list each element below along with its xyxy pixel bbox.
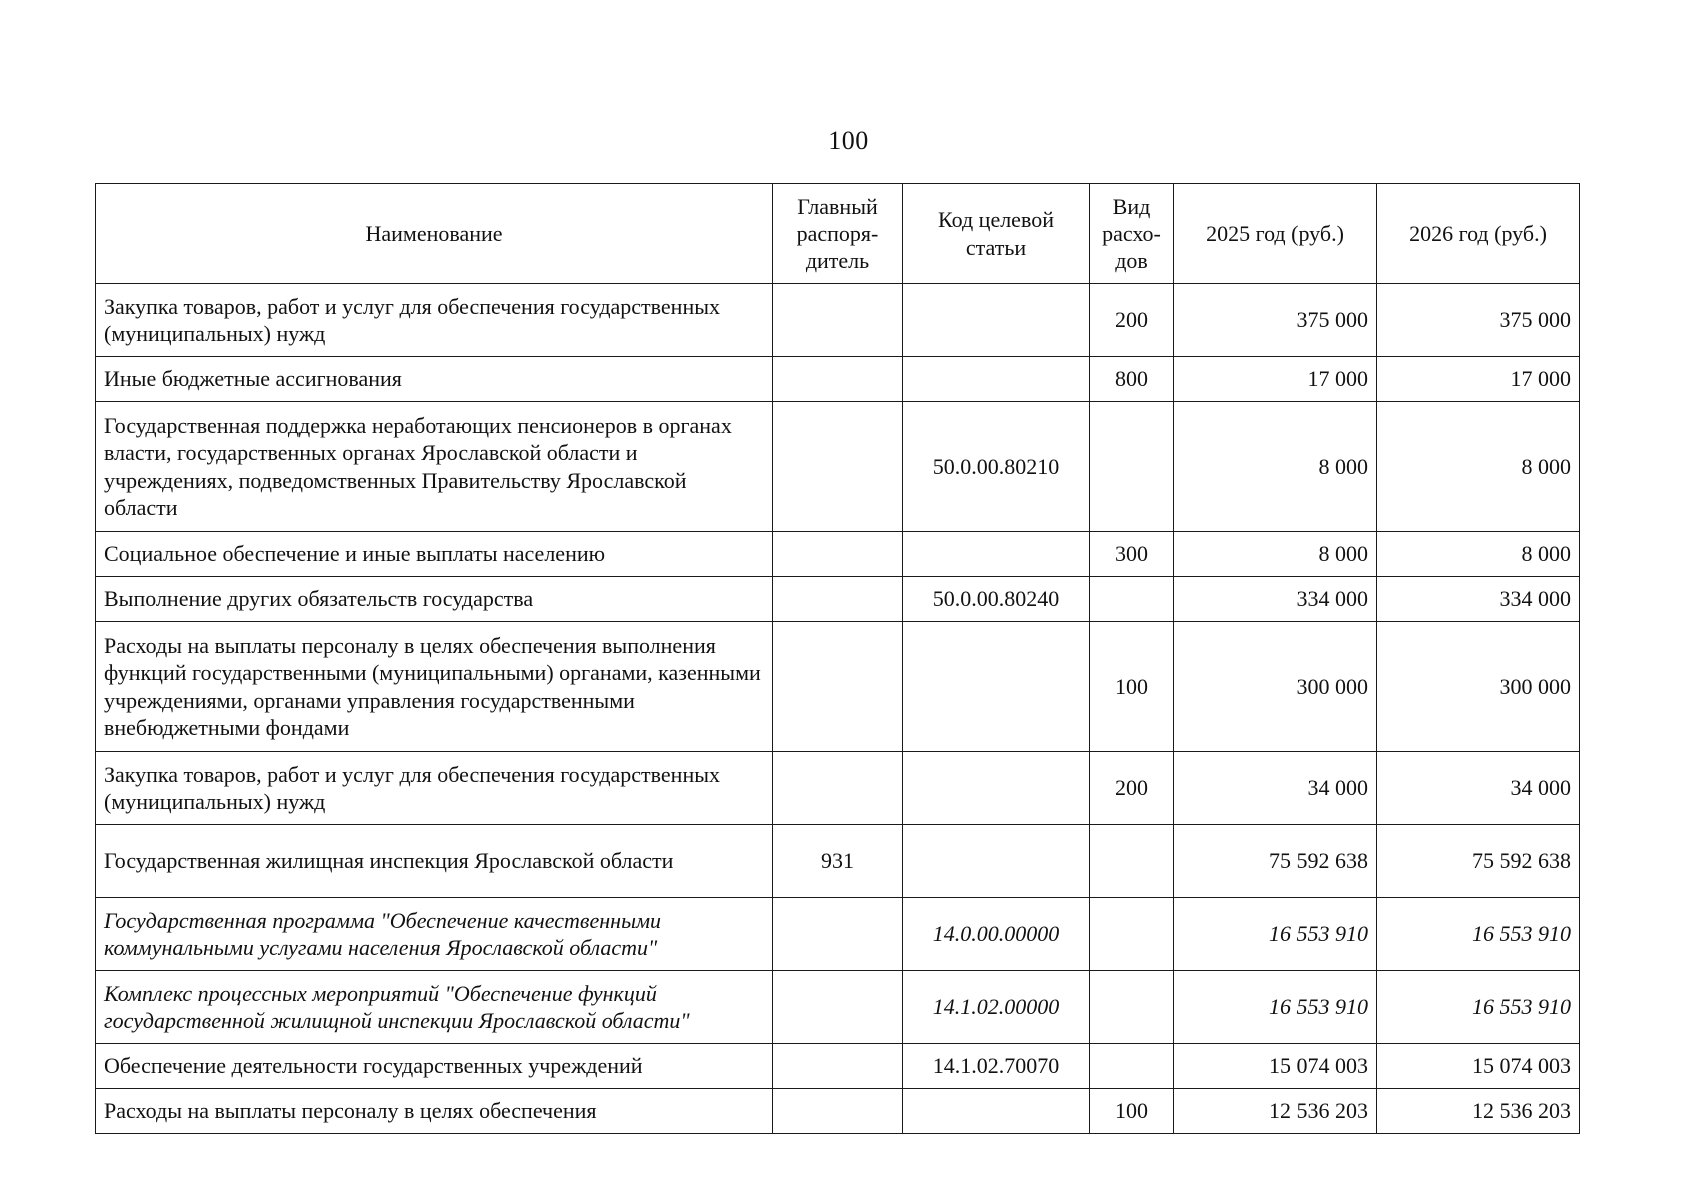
table-body (96, 284, 1580, 1134)
cell-name: Государственная программа "Обеспечение качественными коммунальными услугами населения Ярославской области" (96, 898, 773, 971)
header-row (96, 184, 1580, 284)
cell-year-2026: 12 536 203 (1377, 1089, 1580, 1134)
header-main-manager: Главный распоря-дитель (773, 184, 903, 284)
cell-main-manager (773, 357, 903, 402)
cell-name: Закупка товаров, работ и услуг для обеспечения государственных (муниципальных) нужд (96, 284, 773, 357)
cell-main-manager (773, 532, 903, 577)
cell-main-manager (773, 1089, 903, 1134)
cell-main-manager (773, 622, 903, 752)
cell-target-code (903, 357, 1090, 402)
cell-expense-kind: 800 (1090, 357, 1174, 402)
page-number: 100 (828, 126, 869, 155)
cell-year-2025: 17 000 (1174, 357, 1377, 402)
cell-name: Иные бюджетные ассигнования (96, 357, 773, 402)
cell-year-2025: 12 536 203 (1174, 1089, 1377, 1134)
table-row (96, 898, 1580, 971)
cell-target-code: 50.0.00.80240 (903, 577, 1090, 622)
cell-year-2026: 15 074 003 (1377, 1044, 1580, 1089)
cell-main-manager: 931 (773, 825, 903, 898)
cell-year-2025: 8 000 (1174, 402, 1377, 532)
cell-expense-kind: 300 (1090, 532, 1174, 577)
cell-year-2025: 334 000 (1174, 577, 1377, 622)
budget-table (95, 183, 1580, 1134)
table-row (96, 532, 1580, 577)
cell-expense-kind: 200 (1090, 752, 1174, 825)
cell-target-code (903, 825, 1090, 898)
cell-year-2026: 75 592 638 (1377, 825, 1580, 898)
header-year-2026: 2026 год (руб.) (1377, 184, 1580, 284)
cell-year-2026: 8 000 (1377, 402, 1580, 532)
cell-main-manager (773, 752, 903, 825)
cell-year-2025: 300 000 (1174, 622, 1377, 752)
cell-name: Социальное обеспечение и иные выплаты населению (96, 532, 773, 577)
cell-expense-kind (1090, 971, 1174, 1044)
cell-target-code: 14.0.00.00000 (903, 898, 1090, 971)
cell-expense-kind (1090, 898, 1174, 971)
table-row (96, 284, 1580, 357)
cell-year-2026: 375 000 (1377, 284, 1580, 357)
table-row (96, 1089, 1580, 1134)
cell-year-2026: 16 553 910 (1377, 971, 1580, 1044)
cell-expense-kind (1090, 825, 1174, 898)
cell-expense-kind (1090, 577, 1174, 622)
table-header (96, 184, 1580, 284)
cell-year-2026: 334 000 (1377, 577, 1580, 622)
cell-year-2025: 16 553 910 (1174, 898, 1377, 971)
cell-expense-kind (1090, 402, 1174, 532)
cell-target-code: 14.1.02.00000 (903, 971, 1090, 1044)
cell-name: Расходы на выплаты персоналу в целях обеспечения выполнения функций государственными (муниципальными) органами, казенными учреждениями, органами управления государственными внебюджетными фондами (96, 622, 773, 752)
table-row (96, 1044, 1580, 1089)
cell-main-manager (773, 898, 903, 971)
cell-target-code (903, 622, 1090, 752)
cell-year-2025: 16 553 910 (1174, 971, 1377, 1044)
cell-target-code (903, 752, 1090, 825)
table-row (96, 825, 1580, 898)
cell-year-2026: 34 000 (1377, 752, 1580, 825)
cell-year-2025: 75 592 638 (1174, 825, 1377, 898)
header-expense-kind: Вид расхо-дов (1090, 184, 1174, 284)
table-row (96, 577, 1580, 622)
cell-name: Обеспечение деятельности государственных учреждений (96, 1044, 773, 1089)
cell-expense-kind: 200 (1090, 284, 1174, 357)
cell-expense-kind (1090, 1044, 1174, 1089)
cell-name: Государственная жилищная инспекция Ярославской области (96, 825, 773, 898)
table-row (96, 622, 1580, 752)
cell-name: Государственная поддержка неработающих пенсионеров в органах власти, государственных органах Ярославской области и учреждениях, подведомственных Правительству Ярославской области (96, 402, 773, 532)
cell-year-2025: 375 000 (1174, 284, 1377, 357)
table-row (96, 357, 1580, 402)
cell-target-code (903, 284, 1090, 357)
header-name: Наименование (96, 184, 773, 284)
cell-year-2025: 34 000 (1174, 752, 1377, 825)
cell-name: Расходы на выплаты персоналу в целях обеспечения (96, 1089, 773, 1134)
cell-year-2026: 8 000 (1377, 532, 1580, 577)
cell-target-code (903, 1089, 1090, 1134)
cell-target-code: 50.0.00.80210 (903, 402, 1090, 532)
header-target-code: Код целевой статьи (903, 184, 1090, 284)
cell-year-2026: 17 000 (1377, 357, 1580, 402)
cell-year-2025: 8 000 (1174, 532, 1377, 577)
cell-target-code (903, 532, 1090, 577)
cell-expense-kind: 100 (1090, 622, 1174, 752)
cell-main-manager (773, 284, 903, 357)
table-row (96, 402, 1580, 532)
cell-main-manager (773, 1044, 903, 1089)
cell-main-manager (773, 971, 903, 1044)
cell-year-2025: 15 074 003 (1174, 1044, 1377, 1089)
cell-year-2026: 16 553 910 (1377, 898, 1580, 971)
cell-name: Комплекс процессных мероприятий "Обеспечение функций государственной жилищной инспекции Ярославской области" (96, 971, 773, 1044)
table-row (96, 752, 1580, 825)
cell-main-manager (773, 402, 903, 532)
cell-name: Выполнение других обязательств государства (96, 577, 773, 622)
table-row (96, 971, 1580, 1044)
cell-main-manager (773, 577, 903, 622)
cell-target-code: 14.1.02.70070 (903, 1044, 1090, 1089)
header-year-2025: 2025 год (руб.) (1174, 184, 1377, 284)
cell-expense-kind: 100 (1090, 1089, 1174, 1134)
cell-name: Закупка товаров, работ и услуг для обеспечения государственных (муниципальных) нужд (96, 752, 773, 825)
cell-year-2026: 300 000 (1377, 622, 1580, 752)
